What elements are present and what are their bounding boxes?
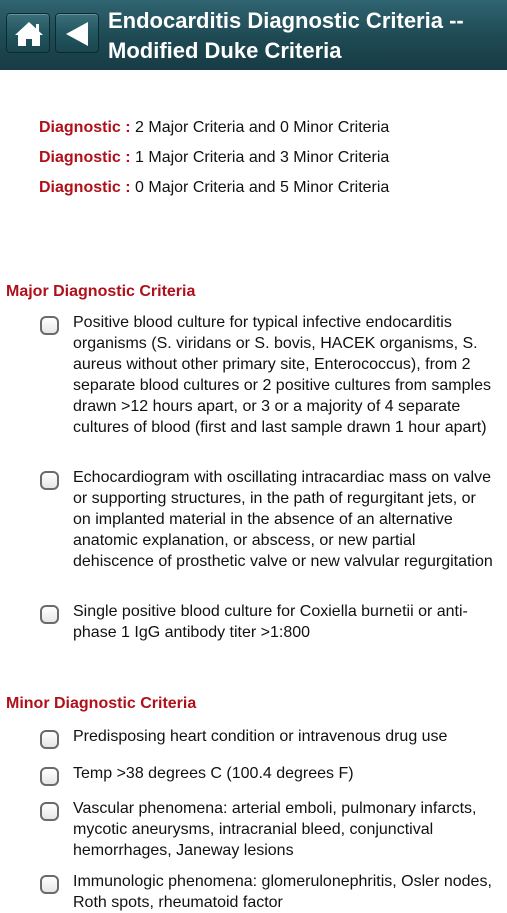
major-criteria-heading: Major Diagnostic Criteria: [6, 283, 196, 300]
navigation-bar: [0, 0, 507, 70]
criteria-text: Immunologic phenomena: glomerulonephritis, Osler nodes, Roth spots, rheumatoid factor: [73, 873, 492, 911]
checkbox[interactable]: [40, 471, 59, 490]
criteria-text: Temp >38 degrees C (100.4 degrees F): [73, 765, 354, 782]
diagnostic-rule-text: 1 Major Criteria and 3 Minor Criteria: [135, 149, 390, 166]
home-button[interactable]: [6, 13, 50, 53]
back-arrow-icon: [56, 14, 100, 54]
criteria-text: Positive blood culture for typical infective endocarditis organisms (S. viridans or S. bovis, HACEK organisms, S. aureus without other primary site, Enterococcus), from 2 separate blood cultures or 2 positive cultures from samples drawn >12 hours apart, or 3 or a majority of 4 separate cultures of blood (first and last sample drawn 1 hour apart): [73, 314, 491, 436]
checkbox[interactable]: [40, 767, 59, 786]
back-button[interactable]: [55, 13, 99, 53]
checkbox[interactable]: [40, 875, 59, 894]
diagnostic-label: Diagnostic :: [39, 179, 131, 196]
criteria-text: Vascular phenomena: arterial emboli, pulmonary infarcts, mycotic aneurysms, intracranial bleed, conjunctival hemorrhages, Janeway lesions: [73, 800, 477, 859]
diagnostic-rule: [39, 178, 389, 198]
page-title: Endocarditis Diagnostic Criteria -- Modified Duke Criteria: [108, 8, 464, 63]
criteria-text: Predisposing heart condition or intravenous drug use: [73, 728, 448, 745]
checkbox[interactable]: [40, 316, 59, 335]
diagnostic-rule-text: 0 Major Criteria and 5 Minor Criteria: [135, 179, 390, 196]
checkbox[interactable]: [40, 605, 59, 624]
criteria-text: Echocardiogram with oscillating intracardiac mass on valve or supporting structures, in the path of regurgitant jets, or on implanted material in the absence of an alternative anatomic explanation, or abscess, or new partial dehiscence of prosthetic valve or new valvular regurgitation: [73, 469, 493, 570]
diagnostic-label: Diagnostic :: [39, 119, 131, 136]
diagnostic-rule-text: 2 Major Criteria and 0 Minor Criteria: [135, 119, 390, 136]
checkbox[interactable]: [40, 802, 59, 821]
criteria-text: Single positive blood culture for Coxiella burnetii or anti-phase 1 IgG antibody titer >1:800: [73, 603, 468, 641]
diagnostic-rule: [39, 118, 389, 138]
home-icon: [7, 14, 51, 54]
diagnostic-label: Diagnostic :: [39, 149, 131, 166]
minor-criteria-heading: Minor Diagnostic Criteria: [6, 695, 197, 712]
checkbox[interactable]: [40, 730, 59, 749]
diagnostic-rule: [39, 148, 389, 168]
